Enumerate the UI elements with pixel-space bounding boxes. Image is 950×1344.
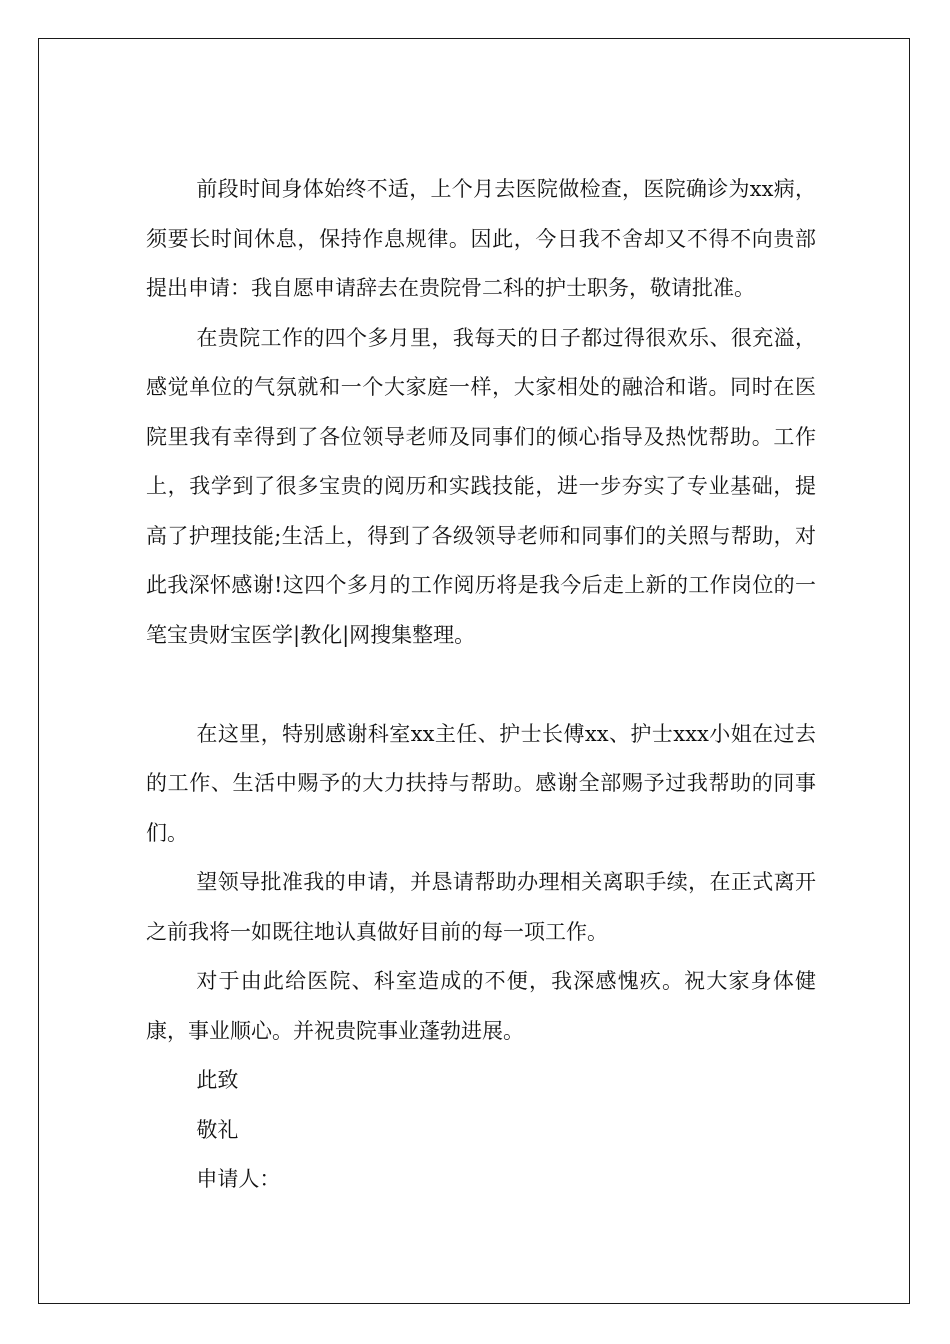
paragraph-diagnosis: 前段时间身体始终不适，上个月去医院做检查，医院确诊为xx病，须要长时间休息，保持作息规律。因此，今日我不舍却又不得不向贵部提出申请：我自愿申请辞去在贵院骨二科的护士职务，敬请批准。 xyxy=(146,177,816,300)
paragraph-experience: 在贵院工作的四个多月里，我每天的日子都过得很欢乐、很充溢，感觉单位的气氛就和一个大家庭一样，大家相处的融洽和谐。同时在医院里我有幸得到了各位领导老师及同事们的倾心指导及热忱帮助。工作上，我学到了很多宝贵的阅历和实践技能，进一步夯实了专业基础，提高了护理技能;生活上，得到了各级领导老师和同事们的关照与帮助，对此我深怀感谢!这四个多月的工作阅历将是我今后走上新的工作岗位的一笔宝贵财宝医学|教化|网搜集整理。 xyxy=(146,325,816,647)
closing-regards: 敬礼 xyxy=(196,1117,239,1142)
paragraph-thanks: 在这里，特别感谢科室xx主任、护士长傅xx、护士xxx小姐在过去的工作、生活中赐予的大力扶持与帮助。感谢全部赐予过我帮助的同事们。 xyxy=(146,721,816,845)
letter-body xyxy=(146,165,816,1205)
paragraph-apology: 对于由此给医院、科室造成的不便，我深感愧疚。祝大家身体健康，事业顺心。并祝贵院事业蓬勃进展。 xyxy=(146,969,816,1043)
paragraph-request: 望领导批准我的申请，并恳请帮助办理相关离职手续，在正式离开之前我将一如既往地认真做好目前的每一项工作。 xyxy=(146,870,816,944)
closing-salutation: 此致 xyxy=(196,1068,239,1092)
paragraph-spacer xyxy=(146,660,816,710)
document-page xyxy=(38,38,910,1304)
applicant-signature-line: 申请人： xyxy=(196,1167,281,1191)
